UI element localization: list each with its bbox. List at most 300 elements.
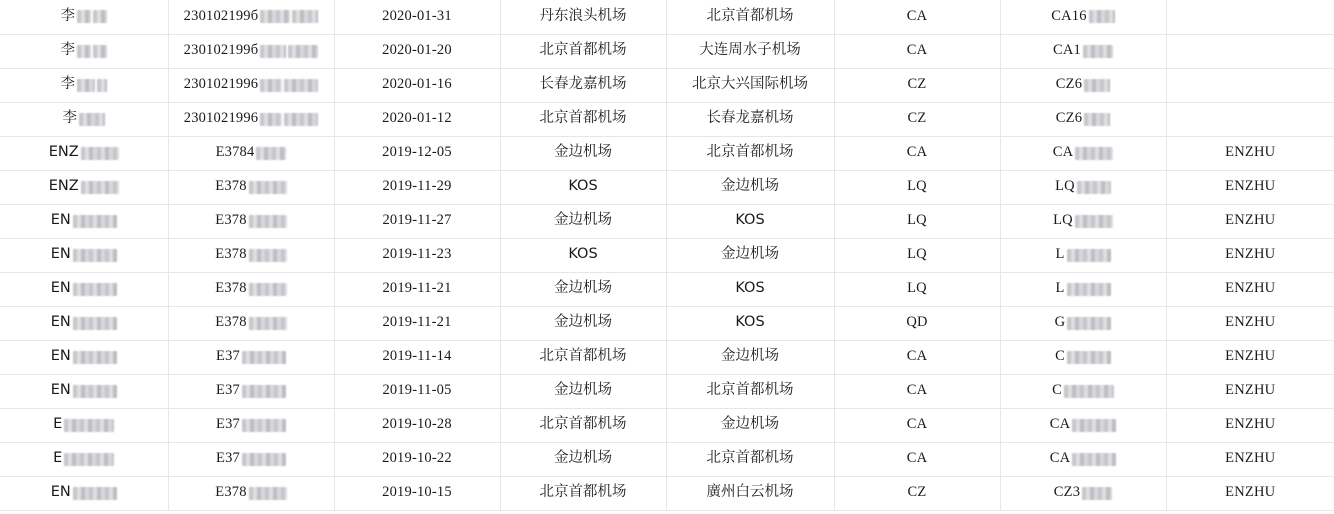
- cell-arrival-airport-inner: [707, 111, 794, 127]
- cell-passenger-name-inner: [53, 451, 114, 467]
- cell-passenger-name-inner: [49, 179, 119, 195]
- cell-flight-date: [334, 340, 500, 374]
- cell-arrival-airport: [666, 408, 834, 442]
- cell-flight-number-text: LQ: [1055, 178, 1075, 195]
- cell-id-number-text: E37: [216, 382, 240, 399]
- cell-flight-date-inner: [382, 417, 452, 433]
- redacted-block: [249, 317, 287, 330]
- table-row[interactable]: [0, 374, 1334, 408]
- cell-airline-code: [834, 272, 1000, 306]
- cell-flight-date-text: 2019-11-05: [382, 382, 452, 399]
- cell-departure-airport: [500, 238, 666, 272]
- cell-operator-text: ENZHU: [1225, 144, 1276, 161]
- cell-flight-number: [1000, 272, 1166, 306]
- cell-airline-code-inner: [907, 451, 928, 467]
- cell-operator: [1166, 340, 1334, 374]
- cell-flight-number-text: CA: [1049, 416, 1071, 433]
- cell-airline-code-text: CA: [906, 450, 928, 467]
- cell-passenger-name-text: EN: [50, 246, 71, 263]
- table-row[interactable]: [0, 170, 1334, 204]
- cell-flight-number-inner: [1055, 349, 1111, 365]
- cell-airline-code-text: CZ: [907, 484, 927, 501]
- cell-passenger-name-text: EN: [50, 382, 71, 399]
- cell-flight-date-text: 2019-10-15: [382, 484, 452, 501]
- cell-flight-date: [334, 272, 500, 306]
- cell-flight-date: [334, 476, 500, 510]
- cell-arrival-airport-inner: [721, 417, 779, 433]
- cell-airline-code: [834, 0, 1000, 34]
- cell-flight-number: [1000, 476, 1166, 510]
- cell-flight-number-text: CA: [1049, 450, 1071, 467]
- cell-flight-number-text: LQ: [1053, 212, 1073, 229]
- cell-flight-number-inner: [1055, 247, 1110, 263]
- cell-operator: [1166, 204, 1334, 238]
- cell-operator-inner: [1225, 179, 1275, 195]
- cell-flight-date: [334, 408, 500, 442]
- cell-departure-airport-text: 北京首都机场: [539, 348, 627, 365]
- cell-flight-date-inner: [382, 43, 452, 59]
- cell-passenger-name-text: ENZ: [48, 178, 79, 195]
- cell-passenger-name-inner: [61, 43, 108, 59]
- cell-passenger-name-inner: [51, 485, 117, 501]
- cell-airline-code-inner: [907, 247, 927, 263]
- cell-operator: [1166, 0, 1334, 34]
- cell-passenger-name: [0, 170, 168, 204]
- cell-passenger-name: [0, 374, 168, 408]
- cell-id-number-text: 2301021996: [183, 76, 259, 93]
- cell-departure-airport-inner: [554, 145, 612, 161]
- cell-id-number-text: E37: [216, 450, 240, 467]
- cell-flight-date-text: 2019-11-21: [382, 314, 452, 331]
- cell-departure-airport: [500, 272, 666, 306]
- cell-airline-code: [834, 340, 1000, 374]
- cell-flight-number: [1000, 238, 1166, 272]
- cell-departure-airport-text: 金边机场: [554, 382, 612, 399]
- cell-passenger-name: [0, 306, 168, 340]
- table-row[interactable]: [0, 340, 1334, 374]
- cell-departure-airport-inner: [554, 213, 612, 229]
- redacted-block: [260, 113, 282, 126]
- cell-operator-inner: [1225, 451, 1275, 467]
- cell-operator-inner: [1225, 247, 1275, 263]
- cell-id-number: [168, 68, 334, 102]
- redacted-block: [1067, 283, 1111, 296]
- cell-id-number: [168, 306, 334, 340]
- redacted-block: [64, 419, 114, 432]
- cell-departure-airport-text: 北京首都机场: [539, 416, 627, 433]
- cell-departure-airport: [500, 374, 666, 408]
- table-row[interactable]: [0, 102, 1334, 136]
- redacted-block: [1084, 113, 1110, 126]
- cell-flight-date: [334, 374, 500, 408]
- cell-flight-number-inner: [1053, 43, 1113, 59]
- cell-departure-airport-inner: [554, 281, 612, 297]
- cell-id-number-text: E3784: [215, 144, 255, 161]
- redacted-block: [1077, 181, 1111, 194]
- cell-id-number: [168, 204, 334, 238]
- redacted-block: [1072, 453, 1116, 466]
- cell-airline-code: [834, 102, 1000, 136]
- cell-arrival-airport-text: 金边机场: [721, 246, 779, 263]
- cell-arrival-airport: [666, 204, 834, 238]
- cell-id-number: [168, 238, 334, 272]
- cell-flight-date-text: 2020-01-31: [382, 7, 452, 24]
- cell-flight-date-inner: [382, 77, 452, 93]
- cell-airline-code-inner: [907, 145, 928, 161]
- cell-flight-date: [334, 102, 500, 136]
- cell-id-number-inner: [216, 451, 286, 467]
- cell-operator-text: ENZHU: [1225, 416, 1276, 433]
- cell-departure-airport-text: 金边机场: [554, 314, 612, 331]
- cell-id-number-text: E37: [216, 348, 240, 365]
- table-row[interactable]: [0, 408, 1334, 442]
- cell-flight-number-inner: [1054, 485, 1112, 501]
- cell-flight-number-inner: [1056, 77, 1110, 93]
- cell-airline-code-text: LQ: [907, 178, 927, 195]
- cell-operator-inner: [1225, 145, 1275, 161]
- cell-flight-number: [1000, 374, 1166, 408]
- cell-passenger-name: [0, 34, 168, 68]
- cell-airline-code-text: CA: [906, 144, 928, 161]
- cell-departure-airport-text: 北京首都机场: [539, 42, 627, 59]
- redacted-block: [1084, 79, 1110, 92]
- cell-flight-date: [334, 442, 500, 476]
- cell-id-number-inner: [184, 43, 319, 59]
- cell-passenger-name: [0, 102, 168, 136]
- cell-airline-code: [834, 306, 1000, 340]
- redacted-block: [77, 45, 91, 58]
- cell-arrival-airport-inner: [735, 281, 764, 297]
- cell-flight-number-text: CZ6: [1055, 110, 1083, 127]
- cell-id-number-inner: [216, 145, 287, 161]
- cell-flight-number-text: L: [1055, 246, 1065, 263]
- cell-id-number: [168, 408, 334, 442]
- table-row[interactable]: [0, 442, 1334, 476]
- redacted-block: [242, 453, 286, 466]
- cell-id-number: [168, 476, 334, 510]
- redacted-block: [1089, 10, 1115, 23]
- cell-passenger-name-inner: [51, 349, 117, 365]
- cell-operator: [1166, 476, 1334, 510]
- cell-passenger-name-text: EN: [50, 314, 71, 331]
- cell-operator: [1166, 34, 1334, 68]
- cell-passenger-name: [0, 340, 168, 374]
- cell-passenger-name-inner: [51, 213, 117, 229]
- redacted-block: [1064, 385, 1114, 398]
- cell-airline-code-text: CA: [906, 382, 928, 399]
- cell-arrival-airport-text: 北京首都机场: [706, 144, 794, 161]
- cell-id-number-inner: [215, 213, 286, 229]
- cell-arrival-airport: [666, 238, 834, 272]
- redacted-block: [249, 487, 287, 500]
- cell-passenger-name-inner: [51, 383, 117, 399]
- cell-arrival-airport-text: 金边机场: [721, 416, 779, 433]
- cell-passenger-name: [0, 204, 168, 238]
- redacted-block: [288, 45, 318, 58]
- cell-id-number: [168, 34, 334, 68]
- cell-arrival-airport: [666, 34, 834, 68]
- cell-flight-date-inner: [382, 281, 451, 297]
- redacted-block: [81, 181, 119, 194]
- cell-flight-number-inner: [1053, 213, 1113, 229]
- table-row[interactable]: [0, 306, 1334, 340]
- redacted-block: [79, 113, 105, 126]
- cell-operator: [1166, 442, 1334, 476]
- cell-arrival-airport-inner: [721, 247, 779, 263]
- cell-flight-number-text: CA16: [1051, 7, 1087, 24]
- cell-arrival-airport-text: 北京大兴国际机场: [692, 76, 808, 93]
- cell-flight-number: [1000, 102, 1166, 136]
- cell-passenger-name-inner: [61, 9, 108, 25]
- cell-airline-code: [834, 374, 1000, 408]
- cell-id-number-inner: [215, 281, 286, 297]
- redacted-block: [97, 79, 107, 92]
- cell-arrival-airport-inner: [699, 43, 801, 59]
- cell-airline-code-inner: [907, 281, 927, 297]
- cell-id-number: [168, 442, 334, 476]
- cell-flight-number: [1000, 306, 1166, 340]
- redacted-block: [73, 487, 117, 500]
- cell-departure-airport: [500, 68, 666, 102]
- cell-id-number: [168, 340, 334, 374]
- cell-airline-code-text: LQ: [907, 280, 927, 297]
- cell-operator-text: ENZHU: [1225, 246, 1276, 263]
- cell-airline-code-text: CA: [906, 416, 928, 433]
- table-row[interactable]: [0, 272, 1334, 306]
- cell-passenger-name: [0, 476, 168, 510]
- cell-flight-date-text: 2020-01-16: [382, 76, 452, 93]
- cell-id-number-text: E378: [215, 314, 247, 331]
- cell-departure-airport-text: KOS: [568, 246, 598, 263]
- redacted-block: [77, 79, 95, 92]
- cell-airline-code-inner: [907, 43, 928, 59]
- cell-passenger-name-text: 李: [60, 42, 75, 59]
- cell-arrival-airport-text: KOS: [735, 212, 765, 229]
- cell-flight-date: [334, 170, 500, 204]
- redacted-block: [1067, 351, 1111, 364]
- redacted-block: [1083, 45, 1113, 58]
- cell-id-number-inner: [216, 417, 286, 433]
- cell-operator: [1166, 374, 1334, 408]
- cell-departure-airport: [500, 170, 666, 204]
- cell-id-number: [168, 374, 334, 408]
- table-row[interactable]: [0, 476, 1334, 510]
- cell-arrival-airport-text: 廣州白云机场: [706, 484, 794, 501]
- cell-flight-date: [334, 238, 500, 272]
- cell-arrival-airport-inner: [707, 145, 794, 161]
- cell-airline-code: [834, 238, 1000, 272]
- cell-departure-airport-inner: [540, 77, 627, 93]
- cell-flight-date-inner: [382, 111, 452, 127]
- cell-flight-date: [334, 136, 500, 170]
- cell-operator-inner: [1225, 315, 1275, 331]
- cell-operator: [1166, 408, 1334, 442]
- redacted-block: [242, 351, 286, 364]
- redacted-block: [260, 45, 286, 58]
- cell-airline-code: [834, 170, 1000, 204]
- cell-airline-code-inner: [907, 417, 928, 433]
- cell-departure-airport-text: 金边机场: [554, 280, 612, 297]
- cell-airline-code-inner: [907, 383, 928, 399]
- redacted-block: [284, 79, 318, 92]
- redacted-block: [249, 215, 287, 228]
- cell-flight-number-inner: [1050, 417, 1117, 433]
- redacted-block: [242, 419, 286, 432]
- cell-departure-airport-inner: [568, 179, 597, 195]
- cell-flight-date-text: 2020-01-12: [382, 110, 452, 127]
- cell-arrival-airport-text: KOS: [735, 314, 765, 331]
- cell-id-number-text: 2301021996: [183, 110, 259, 127]
- cell-airline-code-text: CZ: [907, 76, 927, 93]
- cell-operator-inner: [1225, 213, 1275, 229]
- cell-operator: [1166, 170, 1334, 204]
- cell-airline-code-inner: [908, 77, 927, 93]
- cell-airline-code: [834, 204, 1000, 238]
- cell-flight-date: [334, 0, 500, 34]
- cell-arrival-airport: [666, 102, 834, 136]
- cell-passenger-name-text: 李: [60, 7, 75, 24]
- cell-operator-text: ENZHU: [1225, 484, 1276, 501]
- cell-operator-inner: [1225, 349, 1275, 365]
- cell-flight-date: [334, 68, 500, 102]
- redacted-block: [1067, 249, 1111, 262]
- cell-passenger-name: [0, 442, 168, 476]
- cell-departure-airport: [500, 34, 666, 68]
- cell-passenger-name: [0, 68, 168, 102]
- cell-arrival-airport-inner: [721, 349, 779, 365]
- redacted-block: [1082, 487, 1112, 500]
- table-row[interactable]: [0, 0, 1334, 34]
- cell-flight-date-text: 2019-10-28: [382, 416, 452, 433]
- cell-flight-number-inner: [1055, 281, 1110, 297]
- cell-operator-text: ENZHU: [1225, 450, 1276, 467]
- cell-airline-code-inner: [907, 349, 928, 365]
- cell-operator: [1166, 136, 1334, 170]
- cell-passenger-name: [0, 408, 168, 442]
- cell-departure-airport-text: 金边机场: [554, 212, 612, 229]
- redacted-block: [81, 147, 119, 160]
- cell-id-number-text: E37: [216, 416, 240, 433]
- cell-flight-date-inner: [382, 179, 451, 195]
- cell-flight-number-inner: [1055, 179, 1111, 195]
- cell-id-number: [168, 170, 334, 204]
- cell-flight-number-text: CZ3: [1053, 484, 1081, 501]
- cell-flight-number-text: L: [1055, 280, 1065, 297]
- cell-flight-number: [1000, 340, 1166, 374]
- cell-flight-number: [1000, 136, 1166, 170]
- cell-passenger-name-text: EN: [50, 280, 71, 297]
- redacted-block: [64, 453, 114, 466]
- cell-flight-date-text: 2019-10-22: [382, 450, 452, 467]
- cell-airline-code-inner: [906, 315, 927, 331]
- cell-departure-airport-inner: [554, 451, 612, 467]
- cell-arrival-airport-text: 北京首都机场: [706, 7, 794, 24]
- cell-flight-number: [1000, 0, 1166, 34]
- redacted-block: [93, 45, 107, 58]
- table-row[interactable]: [0, 238, 1334, 272]
- cell-arrival-airport: [666, 272, 834, 306]
- table-row[interactable]: [0, 204, 1334, 238]
- redacted-block: [249, 283, 287, 296]
- cell-passenger-name-inner: [53, 417, 114, 433]
- redacted-block: [242, 385, 286, 398]
- cell-departure-airport-text: 长春龙嘉机场: [539, 76, 627, 93]
- cell-id-number-inner: [216, 349, 286, 365]
- cell-arrival-airport-text: 北京首都机场: [706, 382, 794, 399]
- cell-operator: [1166, 306, 1334, 340]
- cell-operator-text: ENZHU: [1225, 348, 1276, 365]
- cell-flight-date-inner: [382, 485, 452, 501]
- cell-arrival-airport-text: 金边机场: [721, 178, 779, 195]
- cell-departure-airport: [500, 306, 666, 340]
- cell-passenger-name-inner: [51, 247, 117, 263]
- cell-operator: [1166, 272, 1334, 306]
- cell-operator-inner: [1225, 485, 1275, 501]
- cell-arrival-airport: [666, 68, 834, 102]
- cell-flight-date-text: 2019-11-23: [382, 246, 452, 263]
- cell-airline-code: [834, 68, 1000, 102]
- redacted-block: [77, 10, 91, 23]
- cell-departure-airport-inner: [540, 111, 627, 127]
- cell-flight-number: [1000, 442, 1166, 476]
- cell-flight-number-inner: [1056, 111, 1110, 127]
- cell-id-number-text: E378: [215, 212, 247, 229]
- cell-arrival-airport: [666, 0, 834, 34]
- cell-departure-airport-inner: [540, 485, 627, 501]
- cell-arrival-airport-inner: [707, 9, 794, 25]
- cell-airline-code-text: QD: [906, 314, 928, 331]
- cell-passenger-name: [0, 136, 168, 170]
- redacted-block: [260, 10, 290, 23]
- cell-id-number: [168, 102, 334, 136]
- cell-departure-airport-text: 金边机场: [554, 144, 612, 161]
- cell-flight-number-inner: [1050, 451, 1117, 467]
- table-row[interactable]: [0, 34, 1334, 68]
- cell-departure-airport-inner: [540, 43, 627, 59]
- redacted-block: [73, 385, 117, 398]
- redacted-block: [1067, 317, 1111, 330]
- cell-id-number-inner: [215, 485, 286, 501]
- cell-flight-date-inner: [382, 315, 451, 331]
- redacted-block: [1072, 419, 1116, 432]
- cell-arrival-airport-inner: [707, 383, 794, 399]
- cell-flight-date-text: 2019-11-14: [382, 348, 452, 365]
- cell-operator-inner: [1225, 383, 1275, 399]
- cell-passenger-name: [0, 0, 168, 34]
- redacted-block: [260, 79, 282, 92]
- cell-passenger-name: [0, 238, 168, 272]
- cell-arrival-airport: [666, 442, 834, 476]
- cell-flight-number-inner: [1051, 9, 1114, 25]
- cell-id-number-text: E378: [215, 178, 247, 195]
- cell-arrival-airport: [666, 170, 834, 204]
- cell-departure-airport-text: 北京首都机场: [539, 484, 627, 501]
- cell-passenger-name-inner: [61, 77, 108, 93]
- cell-arrival-airport: [666, 374, 834, 408]
- cell-departure-airport: [500, 408, 666, 442]
- cell-passenger-name-text: EN: [50, 484, 71, 501]
- cell-airline-code: [834, 442, 1000, 476]
- cell-flight-date-text: 2019-12-05: [382, 144, 452, 161]
- redacted-block: [73, 215, 117, 228]
- table-row[interactable]: [0, 136, 1334, 170]
- cell-flight-date-text: 2019-11-29: [382, 178, 452, 195]
- cell-flight-number-text: C: [1052, 382, 1062, 399]
- cell-id-number-inner: [215, 315, 286, 331]
- cell-passenger-name-inner: [63, 111, 106, 127]
- table-row[interactable]: [0, 68, 1334, 102]
- redacted-block: [73, 283, 117, 296]
